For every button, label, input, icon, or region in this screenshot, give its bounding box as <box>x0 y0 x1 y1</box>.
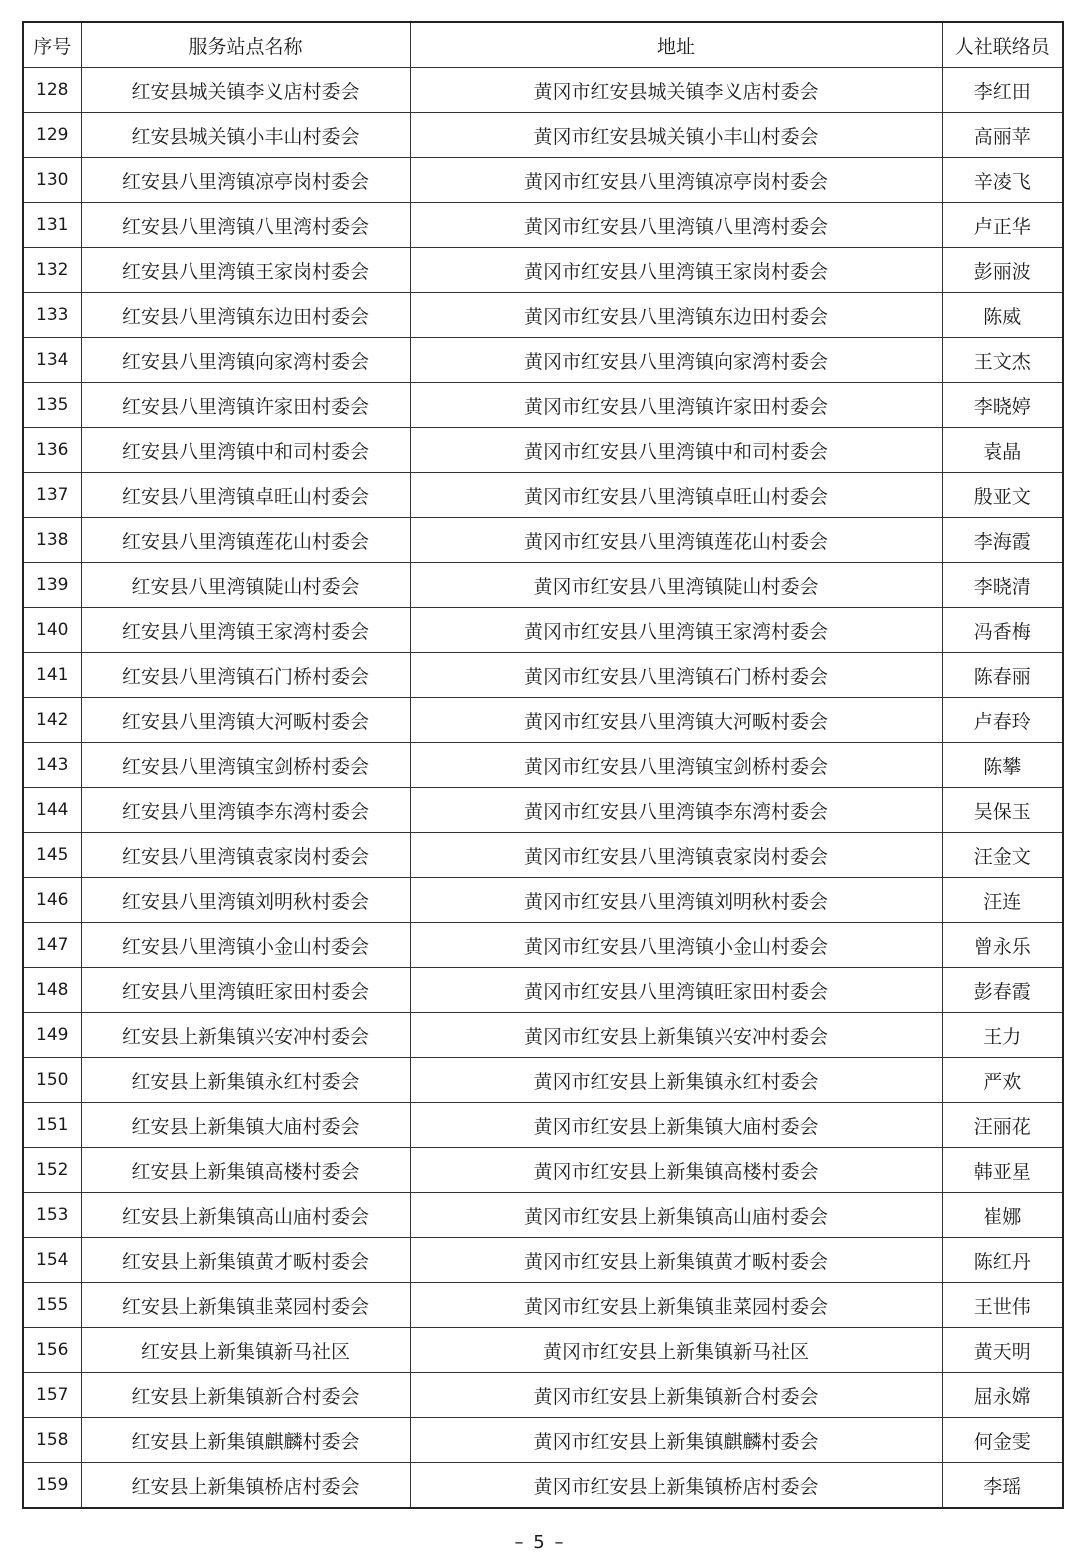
table-row <box>23 608 1063 653</box>
address-cell: 黄冈市红安县八里湾镇旺家田村委会 <box>410 968 942 1013</box>
liaison-cell: 陈攀 <box>942 743 1063 788</box>
address-cell: 黄冈市红安县八里湾镇东边田村委会 <box>410 293 942 338</box>
row-index-cell: 149 <box>23 1013 81 1058</box>
address-cell: 黄冈市红安县八里湾镇中和司村委会 <box>410 428 942 473</box>
station-name-cell: 红安县八里湾镇许家田村委会 <box>81 383 410 428</box>
liaison-cell: 彭春霞 <box>942 968 1063 1013</box>
address-cell: 黄冈市红安县八里湾镇王家岗村委会 <box>410 248 942 293</box>
address-cell: 黄冈市红安县上新集镇高楼村委会 <box>410 1148 942 1193</box>
station-name-cell: 红安县城关镇小丰山村委会 <box>81 113 410 158</box>
row-index-cell: 132 <box>23 248 81 293</box>
liaison-cell: 卢春玲 <box>942 698 1063 743</box>
table-header <box>23 22 1063 68</box>
liaison-cell: 曾永乐 <box>942 923 1063 968</box>
station-name-cell: 红安县上新集镇麒麟村委会 <box>81 1418 410 1463</box>
table-row <box>23 788 1063 833</box>
row-index-cell: 144 <box>23 788 81 833</box>
station-name-cell: 红安县八里湾镇刘明秋村委会 <box>81 878 410 923</box>
station-name-cell: 红安县上新集镇桥店村委会 <box>81 1463 410 1509</box>
row-index-cell: 151 <box>23 1103 81 1148</box>
station-name-cell: 红安县八里湾镇王家岗村委会 <box>81 248 410 293</box>
address-cell: 黄冈市红安县八里湾镇卓旺山村委会 <box>410 473 942 518</box>
station-name-cell: 红安县八里湾镇李东湾村委会 <box>81 788 410 833</box>
table-row <box>23 113 1063 158</box>
station-name-cell: 红安县八里湾镇东边田村委会 <box>81 293 410 338</box>
liaison-cell: 李晓婷 <box>942 383 1063 428</box>
liaison-cell: 冯香梅 <box>942 608 1063 653</box>
address-cell: 黄冈市红安县八里湾镇宝剑桥村委会 <box>410 743 942 788</box>
address-cell: 黄冈市红安县城关镇李义店村委会 <box>410 68 942 113</box>
row-index-cell: 135 <box>23 383 81 428</box>
table-row <box>23 1238 1063 1283</box>
table-row <box>23 1373 1063 1418</box>
address-cell: 黄冈市红安县八里湾镇莲花山村委会 <box>410 518 942 563</box>
station-name-cell: 红安县上新集镇新马社区 <box>81 1328 410 1373</box>
station-name-cell: 红安县八里湾镇大河畈村委会 <box>81 698 410 743</box>
address-cell: 黄冈市红安县八里湾镇石门桥村委会 <box>410 653 942 698</box>
address-cell: 黄冈市红安县八里湾镇许家田村委会 <box>410 383 942 428</box>
station-name-cell: 红安县八里湾镇向家湾村委会 <box>81 338 410 383</box>
table-row <box>23 68 1063 113</box>
liaison-cell: 彭丽波 <box>942 248 1063 293</box>
column-header-station-name: 服务站点名称 <box>81 22 410 68</box>
station-name-cell: 红安县八里湾镇陡山村委会 <box>81 563 410 608</box>
address-cell: 黄冈市红安县八里湾镇陡山村委会 <box>410 563 942 608</box>
liaison-cell: 陈春丽 <box>942 653 1063 698</box>
liaison-cell: 陈威 <box>942 293 1063 338</box>
station-name-cell: 红安县上新集镇大庙村委会 <box>81 1103 410 1148</box>
row-index-cell: 156 <box>23 1328 81 1373</box>
column-header-address: 地址 <box>410 22 942 68</box>
row-index-cell: 143 <box>23 743 81 788</box>
row-index-cell: 134 <box>23 338 81 383</box>
station-name-cell: 红安县上新集镇永红村委会 <box>81 1058 410 1103</box>
address-cell: 黄冈市红安县上新集镇桥店村委会 <box>410 1463 942 1509</box>
table-body <box>23 68 1063 1509</box>
liaison-cell: 汪连 <box>942 878 1063 923</box>
table-row <box>23 383 1063 428</box>
station-name-cell: 红安县上新集镇黄才畈村委会 <box>81 1238 410 1283</box>
row-index-cell: 152 <box>23 1148 81 1193</box>
table-row <box>23 833 1063 878</box>
station-name-cell: 红安县八里湾镇旺家田村委会 <box>81 968 410 1013</box>
address-cell: 黄冈市红安县八里湾镇大河畈村委会 <box>410 698 942 743</box>
table-row <box>23 1013 1063 1058</box>
station-name-cell: 红安县八里湾镇八里湾村委会 <box>81 203 410 248</box>
liaison-cell: 崔娜 <box>942 1193 1063 1238</box>
row-index-cell: 154 <box>23 1238 81 1283</box>
station-name-cell: 红安县上新集镇新合村委会 <box>81 1373 410 1418</box>
liaison-cell: 黄天明 <box>942 1328 1063 1373</box>
liaison-cell: 李红田 <box>942 68 1063 113</box>
row-index-cell: 153 <box>23 1193 81 1238</box>
row-index-cell: 131 <box>23 203 81 248</box>
address-cell: 黄冈市红安县上新集镇新合村委会 <box>410 1373 942 1418</box>
station-name-cell: 红安县八里湾镇莲花山村委会 <box>81 518 410 563</box>
address-cell: 黄冈市红安县上新集镇新马社区 <box>410 1328 942 1373</box>
liaison-cell: 辛凌飞 <box>942 158 1063 203</box>
table-row <box>23 1418 1063 1463</box>
header-row <box>23 22 1063 68</box>
liaison-cell: 屈永嫦 <box>942 1373 1063 1418</box>
table-row <box>23 878 1063 923</box>
station-name-cell: 红安县八里湾镇中和司村委会 <box>81 428 410 473</box>
table-row <box>23 563 1063 608</box>
address-cell: 黄冈市红安县城关镇小丰山村委会 <box>410 113 942 158</box>
table-row <box>23 743 1063 788</box>
row-index-cell: 146 <box>23 878 81 923</box>
table-row <box>23 338 1063 383</box>
address-cell: 黄冈市红安县八里湾镇向家湾村委会 <box>410 338 942 383</box>
page-number: – 5 – <box>514 1532 566 1553</box>
table-row <box>23 518 1063 563</box>
station-name-cell: 红安县八里湾镇凉亭岗村委会 <box>81 158 410 203</box>
row-index-cell: 129 <box>23 113 81 158</box>
service-station-table <box>22 21 1064 1509</box>
station-name-cell: 红安县上新集镇兴安冲村委会 <box>81 1013 410 1058</box>
table-row <box>23 1103 1063 1148</box>
address-cell: 黄冈市红安县八里湾镇凉亭岗村委会 <box>410 158 942 203</box>
table-row <box>23 203 1063 248</box>
table-row <box>23 158 1063 203</box>
station-name-cell: 红安县八里湾镇王家湾村委会 <box>81 608 410 653</box>
row-index-cell: 136 <box>23 428 81 473</box>
row-index-cell: 139 <box>23 563 81 608</box>
table-row <box>23 653 1063 698</box>
row-index-cell: 140 <box>23 608 81 653</box>
row-index-cell: 155 <box>23 1283 81 1328</box>
liaison-cell: 李瑶 <box>942 1463 1063 1509</box>
address-cell: 黄冈市红安县上新集镇麒麟村委会 <box>410 1418 942 1463</box>
station-name-cell: 红安县八里湾镇宝剑桥村委会 <box>81 743 410 788</box>
station-name-cell: 红安县八里湾镇卓旺山村委会 <box>81 473 410 518</box>
address-cell: 黄冈市红安县上新集镇兴安冲村委会 <box>410 1013 942 1058</box>
address-cell: 黄冈市红安县上新集镇大庙村委会 <box>410 1103 942 1148</box>
station-name-cell: 红安县八里湾镇袁家岗村委会 <box>81 833 410 878</box>
table-row <box>23 1193 1063 1238</box>
address-cell: 黄冈市红安县八里湾镇王家湾村委会 <box>410 608 942 653</box>
row-index-cell: 142 <box>23 698 81 743</box>
row-index-cell: 147 <box>23 923 81 968</box>
station-name-cell: 红安县上新集镇韭菜园村委会 <box>81 1283 410 1328</box>
station-name-cell: 红安县八里湾镇石门桥村委会 <box>81 653 410 698</box>
liaison-cell: 吴保玉 <box>942 788 1063 833</box>
table-row <box>23 698 1063 743</box>
row-index-cell: 148 <box>23 968 81 1013</box>
address-cell: 黄冈市红安县八里湾镇袁家岗村委会 <box>410 833 942 878</box>
liaison-cell: 高丽苹 <box>942 113 1063 158</box>
liaison-cell: 袁晶 <box>942 428 1063 473</box>
address-cell: 黄冈市红安县上新集镇黄才畈村委会 <box>410 1238 942 1283</box>
row-index-cell: 133 <box>23 293 81 338</box>
liaison-cell: 王力 <box>942 1013 1063 1058</box>
table-row <box>23 293 1063 338</box>
liaison-cell: 李海霞 <box>942 518 1063 563</box>
table-row <box>23 473 1063 518</box>
row-index-cell: 138 <box>23 518 81 563</box>
table-row <box>23 1283 1063 1328</box>
station-name-cell: 红安县上新集镇高楼村委会 <box>81 1148 410 1193</box>
address-cell: 黄冈市红安县上新集镇高山庙村委会 <box>410 1193 942 1238</box>
liaison-cell: 陈红丹 <box>942 1238 1063 1283</box>
station-name-cell: 红安县八里湾镇小金山村委会 <box>81 923 410 968</box>
row-index-cell: 141 <box>23 653 81 698</box>
station-name-cell: 红安县城关镇李义店村委会 <box>81 68 410 113</box>
table-row <box>23 1058 1063 1103</box>
table-row <box>23 968 1063 1013</box>
column-header-index: 序号 <box>23 22 81 68</box>
row-index-cell: 145 <box>23 833 81 878</box>
table-row <box>23 1463 1063 1509</box>
row-index-cell: 158 <box>23 1418 81 1463</box>
row-index-cell: 128 <box>23 68 81 113</box>
column-header-liaison: 人社联络员 <box>942 22 1063 68</box>
address-cell: 黄冈市红安县八里湾镇小金山村委会 <box>410 923 942 968</box>
liaison-cell: 何金雯 <box>942 1418 1063 1463</box>
address-cell: 黄冈市红安县八里湾镇李东湾村委会 <box>410 788 942 833</box>
row-index-cell: 137 <box>23 473 81 518</box>
liaison-cell: 王世伟 <box>942 1283 1063 1328</box>
row-index-cell: 130 <box>23 158 81 203</box>
liaison-cell: 殷亚文 <box>942 473 1063 518</box>
liaison-cell: 汪丽花 <box>942 1103 1063 1148</box>
liaison-cell: 汪金文 <box>942 833 1063 878</box>
address-cell: 黄冈市红安县上新集镇永红村委会 <box>410 1058 942 1103</box>
liaison-cell: 李晓清 <box>942 563 1063 608</box>
row-index-cell: 159 <box>23 1463 81 1509</box>
liaison-cell: 韩亚星 <box>942 1148 1063 1193</box>
table-row <box>23 1328 1063 1373</box>
row-index-cell: 157 <box>23 1373 81 1418</box>
address-cell: 黄冈市红安县上新集镇韭菜园村委会 <box>410 1283 942 1328</box>
liaison-cell: 王文杰 <box>942 338 1063 383</box>
address-cell: 黄冈市红安县八里湾镇刘明秋村委会 <box>410 878 942 923</box>
liaison-cell: 严欢 <box>942 1058 1063 1103</box>
liaison-cell: 卢正华 <box>942 203 1063 248</box>
row-index-cell: 150 <box>23 1058 81 1103</box>
address-cell: 黄冈市红安县八里湾镇八里湾村委会 <box>410 203 942 248</box>
table-row <box>23 923 1063 968</box>
table-row <box>23 1148 1063 1193</box>
table-row <box>23 248 1063 293</box>
table-row <box>23 428 1063 473</box>
station-name-cell: 红安县上新集镇高山庙村委会 <box>81 1193 410 1238</box>
